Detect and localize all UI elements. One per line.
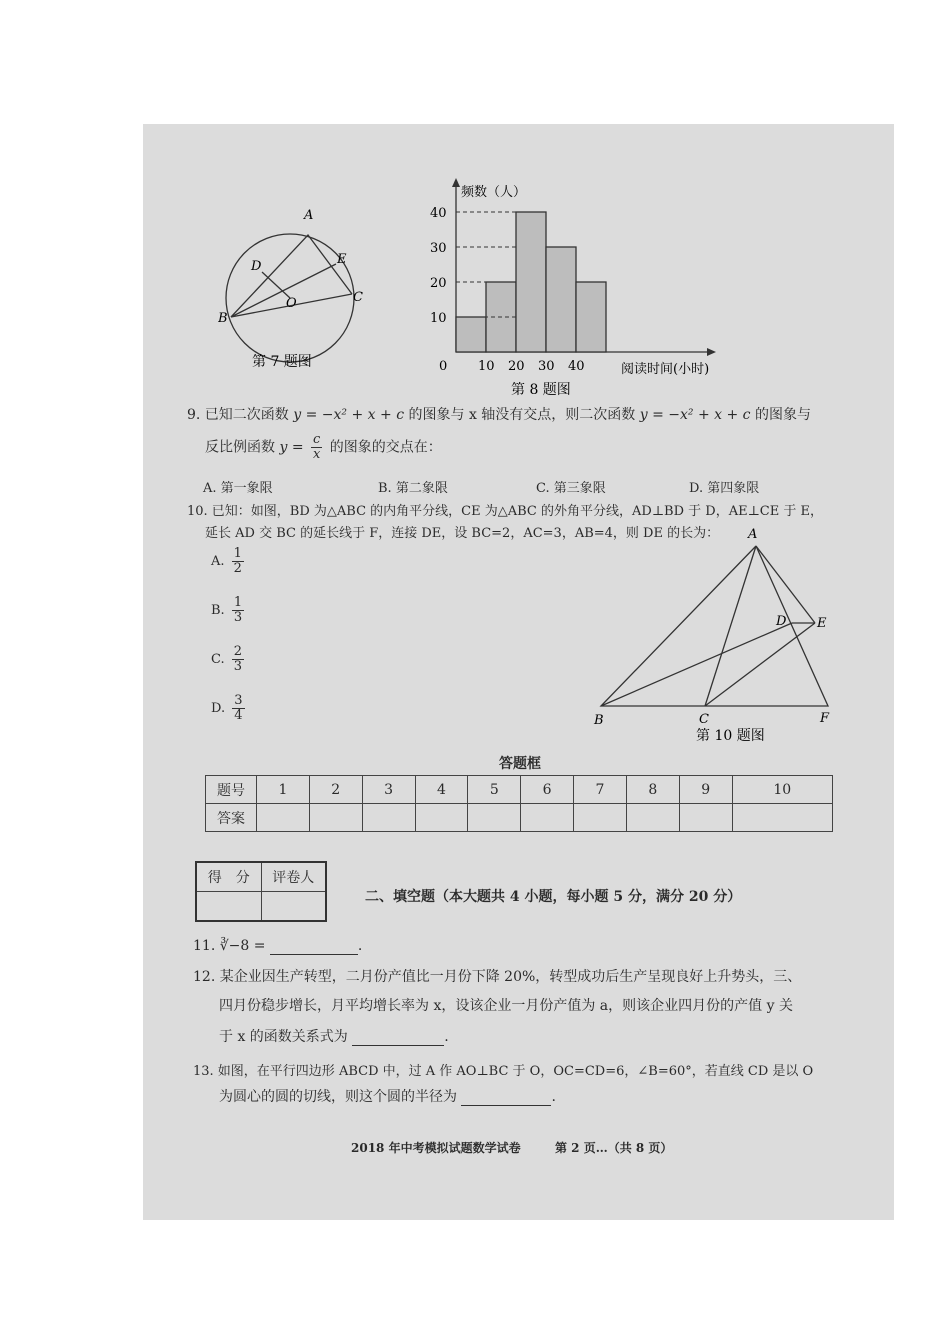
- q10-option-d-num: 3: [234, 693, 243, 708]
- q10-option-b-frac: [232, 596, 244, 625]
- q10-option-b-den: 3: [233, 610, 243, 625]
- q10-option-a: [211, 547, 247, 576]
- q9-formula: y = −x² + x + c: [293, 407, 405, 423]
- q9-text-c: 的图象与: [754, 407, 811, 423]
- answer-cell-6[interactable]: [521, 804, 574, 832]
- fig10-caption: 第 10 题图: [696, 728, 765, 744]
- answer-cell-5[interactable]: [468, 804, 521, 832]
- hist-y-tick-label: 40: [430, 206, 447, 221]
- hist-bar: [546, 247, 576, 352]
- hist-ylabel: 频数（人）: [461, 185, 527, 200]
- fig8-caption: 第 8 题图: [511, 382, 571, 398]
- fig10-label-d: D: [776, 614, 787, 629]
- fig7-label-c: C: [353, 290, 363, 305]
- hist-bar: [576, 282, 606, 352]
- fig7-chord-be: [231, 264, 336, 317]
- q12-period: .: [444, 1029, 449, 1045]
- hist-origin: 0: [439, 359, 448, 374]
- score-table: [195, 861, 327, 922]
- q10-option-a-num: 1: [233, 546, 242, 561]
- q13-answer-blank[interactable]: [461, 1089, 551, 1106]
- fig7-label-e: E: [337, 252, 347, 267]
- q9-text-b: 的图象与 x 轴没有交点，则二次函数: [408, 407, 636, 423]
- q9-line2: [205, 433, 442, 462]
- figure-10: [588, 524, 848, 749]
- q9-option-b: B. 第二象限: [378, 481, 448, 496]
- answer-row2-label: 答案: [206, 804, 257, 832]
- q13-line2: [219, 1086, 556, 1106]
- answer-box-title: 答题框: [499, 756, 541, 772]
- q10-option-d-label: D.: [211, 701, 226, 716]
- q9-frac-num: c: [313, 432, 321, 447]
- answer-col-7: 7: [574, 776, 627, 804]
- q9-formula-2: y = −x² + x + c: [639, 407, 751, 423]
- hist-y-tick-label: 30: [430, 241, 447, 256]
- answer-col-6: 6: [521, 776, 574, 804]
- q9-text-e: 的图象的交点在：: [329, 439, 442, 456]
- fig10-side-ac: [705, 546, 756, 706]
- q10-line2: 延长 AD 交 BC 的延长线于 F，连接 DE，设 BC=2，AC=3，AB=4，则 DE 的长为：: [205, 526, 720, 541]
- answer-table-number-row: [206, 776, 833, 804]
- answer-col-4: 4: [415, 776, 468, 804]
- q12-line3: [219, 1026, 449, 1046]
- q9-option-d: D. 第四象限: [689, 481, 760, 496]
- answer-cell-2[interactable]: [309, 804, 362, 832]
- answer-cell-3[interactable]: [362, 804, 415, 832]
- figure-7: [218, 206, 378, 386]
- exam-page: [143, 124, 894, 1220]
- score-cell[interactable]: [196, 892, 261, 922]
- fig7-label-b: B: [218, 311, 228, 326]
- q10-option-d-den: 4: [234, 708, 243, 723]
- q12-text: 于 x 的函数关系式为: [219, 1029, 348, 1045]
- q9-fraction: [311, 433, 322, 462]
- q10-option-a-label: A.: [211, 554, 225, 569]
- q12-answer-blank[interactable]: [352, 1029, 444, 1046]
- footer-exam-title: 2018 年中考模拟试题数学试卷: [351, 1141, 521, 1155]
- hist-x-tick-label: 30: [538, 359, 555, 374]
- q13-period: .: [551, 1089, 556, 1105]
- answer-cell-8[interactable]: [626, 804, 679, 832]
- q9-y-equals: y =: [279, 439, 304, 456]
- q10-option-d-frac: [232, 694, 244, 723]
- answer-cell-10[interactable]: [732, 804, 832, 832]
- q13-text: 为圆心的圆的切线，则这个圆的半径为: [219, 1089, 457, 1105]
- hist-x-tick-label: 20: [508, 359, 525, 374]
- hist-y-tick-label: 20: [430, 276, 447, 291]
- answer-table: [205, 775, 833, 832]
- q12-line1: 12. 某企业因生产转型，二月份产值比一月份下降 20%，转型成功后生产呈现良好上升势头，三、: [193, 969, 802, 985]
- section2-title: 二、填空题（本大题共 4 小题，每小题 5 分，满分 20 分）: [365, 889, 742, 905]
- q11: [193, 938, 362, 955]
- hist-xlabel: 阅读时间(小时): [621, 362, 710, 377]
- fig10-label-a: A: [748, 527, 758, 542]
- grader-label: 评卷人: [261, 862, 326, 892]
- q9-option-c: C. 第三象限: [536, 481, 606, 496]
- fig10-label-b: B: [594, 713, 604, 728]
- hist-x-tick-label: 10: [478, 359, 495, 374]
- answer-cell-1[interactable]: [257, 804, 310, 832]
- q10-option-c-label: C.: [211, 652, 225, 667]
- hist-y-arrow: [452, 178, 460, 187]
- hist-bar: [516, 212, 546, 352]
- score-label: 得 分: [196, 862, 261, 892]
- fig7-label-o: O: [286, 296, 297, 311]
- fig10-label-e: E: [817, 616, 827, 631]
- answer-cell-4[interactable]: [415, 804, 468, 832]
- hist-x-tick-label: 40: [568, 359, 585, 374]
- q10-option-d: [211, 694, 248, 723]
- fig10-segment-bd: [601, 623, 792, 706]
- q9-line1: [187, 404, 811, 424]
- q11-answer-blank[interactable]: [270, 938, 358, 955]
- q10-option-c: [211, 645, 247, 674]
- hist-x-arrow: [707, 348, 716, 356]
- fig10-segment-ce: [705, 623, 815, 706]
- q10-line1: 10. 已知：如图，BD 为△ABC 的内角平分线，CE 为△ABC 的外角平分线，AD⊥BD 于 D，AE⊥CE 于 E，: [187, 504, 823, 519]
- grader-cell[interactable]: [261, 892, 326, 922]
- answer-cell-9[interactable]: [679, 804, 732, 832]
- q9-text-a: 9. 已知二次函数: [187, 407, 289, 423]
- q10-option-b-num: 1: [233, 595, 243, 610]
- q9-frac-den: x: [312, 447, 321, 462]
- q10-option-c-num: 2: [233, 644, 243, 659]
- answer-col-3: 3: [362, 776, 415, 804]
- q11-number: 11.: [193, 938, 216, 954]
- answer-col-9: 9: [679, 776, 732, 804]
- fig10-outer-triangle: [601, 546, 828, 706]
- q9-text-d: 反比例函数: [205, 439, 275, 456]
- q9-option-a: A. 第一象限: [203, 481, 273, 496]
- q11-period: .: [357, 938, 363, 954]
- q10-option-c-frac: [232, 645, 244, 674]
- q10-option-a-den: 2: [233, 561, 242, 576]
- answer-col-10: 10: [732, 776, 832, 804]
- answer-row1-label: 题号: [206, 776, 257, 804]
- figure-8: [429, 176, 729, 406]
- q11-expression: ∛−8 =: [219, 938, 266, 954]
- answer-col-1: 1: [257, 776, 310, 804]
- fig10-label-c: C: [699, 712, 709, 727]
- answer-cell-7[interactable]: [574, 804, 627, 832]
- q10-option-b-label: B.: [211, 603, 225, 618]
- answer-col-5: 5: [468, 776, 521, 804]
- fig7-label-d: D: [251, 259, 262, 274]
- fig10-label-f: F: [820, 711, 830, 726]
- q10-option-b: [211, 596, 247, 625]
- answer-table-answer-row: [206, 804, 833, 832]
- hist-bar: [456, 317, 486, 352]
- answer-col-2: 2: [309, 776, 362, 804]
- answer-col-8: 8: [626, 776, 679, 804]
- q12-line2: 四月份稳步增长，月平均增长率为 x，设该企业一月份产值为 a，则该企业四月份的产值 y 关: [219, 998, 793, 1014]
- hist-y-tick-label: 10: [430, 311, 447, 326]
- fig7-caption: 第 7 题图: [252, 354, 312, 370]
- footer-page-number: 第 2 页…（共 8 页）: [555, 1141, 673, 1155]
- q10-option-a-frac: [232, 547, 244, 576]
- q10-option-c-den: 3: [233, 659, 243, 674]
- fig7-label-a: A: [304, 208, 314, 223]
- q13-line1: 13. 如图，在平行四边形 ABCD 中，过 A 作 AO⊥BC 于 O，OC=CD=6，∠B=60°，若直线 CD 是以 O: [193, 1064, 814, 1079]
